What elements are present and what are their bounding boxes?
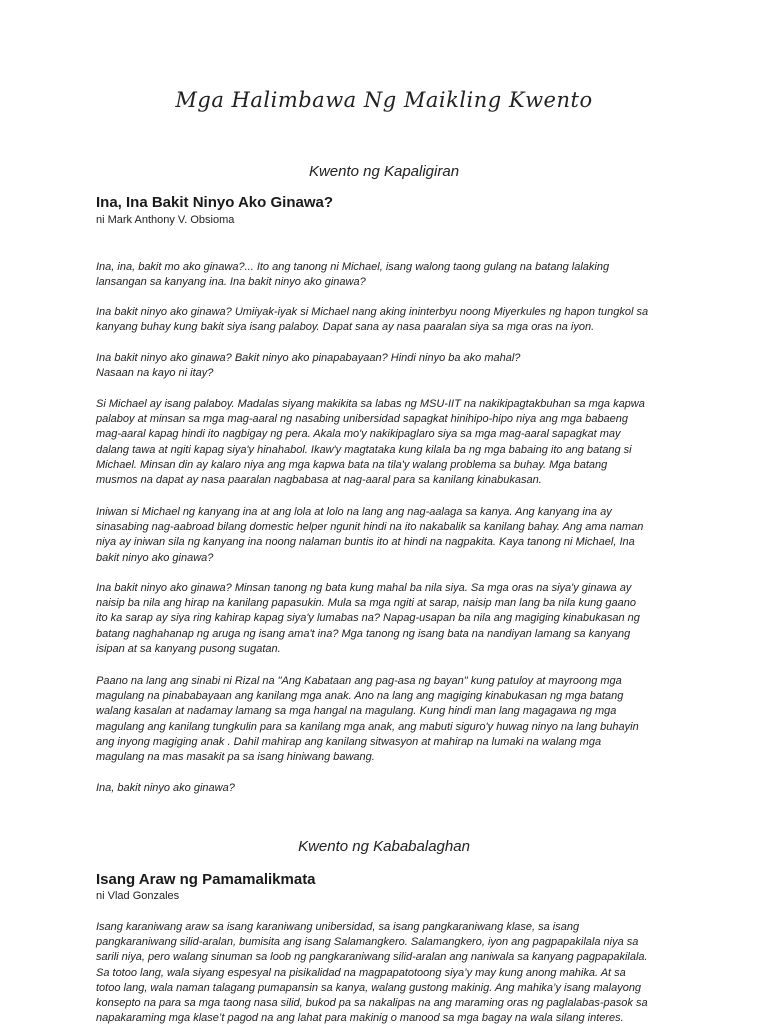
document-title: Mga Halimbawa Ng Maikling Kwento bbox=[175, 88, 593, 112]
story-paragraph: Ina, bakit ninyo ako ginawa? bbox=[96, 782, 235, 794]
story-paragraph: Ina, ina, bakit mo ako ginawa?... Ito ang tanong ni Michael, isang walong taong gulang na batang lalaking lansangan sa kanyang ina. Ina bakit ninyo ako ginawa? bbox=[96, 261, 610, 289]
section-heading-kapaligiran: Kwento ng Kapaligiran bbox=[308, 163, 460, 180]
story-paragraph: Paano na lang ang sinabi ni Rizal na "Ang Kabataan ang pag-asa ng bayan" kung patuloy at mayroong mga magulang na pinababayaan ang kanilang mga anak. Ano na lang ang magiging kinabukasan ng mga batang walang kasalan at nadamay lamang sa mga hangal na magulang. Kung hindi man lang magagawa ng mga magulang ang kanilang tungkulin para sa kanilang mga anak, ang mabuti siguro'y huwag ninyo na lang buhayin ang inyong magiging anak . Dahil mahirap ang kanilang sitwasyon at mahirap na lumaki na walang mga magulang na mas masakit pa sa isang hiniwang bawang. bbox=[96, 675, 639, 764]
story-paragraph: Si Michael ay isang palaboy. Madalas siyang makikita sa labas ng MSU-IIT na nakikipagtakbuhan sa mga kapwa palaboy at minsan sa mga mag-aaral ng nasabing unibersidad sapagkat hinihipo-hipo niya ang mga babaeng mag-aaral kapag hindi ito nagbigay ng pera. Akala mo'y nakikipaglaro siya sa mga mag-aaral sapagkat may dalang tawa at ngiti kapag siya'y hinahabol. Ikaw'y magtataka kung kilala ba ng mga babaing ito ang batang si Michael. Minsan din ay kalaro niya ang mga kapwa bata na tila'y walang problema sa buhay. Mga batang musmos na dapat ay nasa paaralan nagbabasa at nag-aaral para sa kanilang kinabukasan. bbox=[96, 398, 645, 487]
story-paragraph: Ina bakit ninyo ako ginawa? Minsan tanong ng bata kung mahal ba nila siya. Sa mga oras na siya'y ginawa ay naisip ba nila ang hirap na kanilang papasukin. Mula sa mga ngiti at sarap, naisip man lang ba nila kung gaano ito ka sarap ay siya ring kahirap kapag siya'y lumabas na? Napag-usapan ba nila ang magiging kinabukasan ng batang naghahanap ng aruga ng isang ama't ina? Mga tanong ng isang bata na nandiyan lamang sa kanyang isipan at sa kanyang pusong sugatan. bbox=[96, 582, 640, 655]
story-title: Ina, Ina Bakit Ninyo Ako Ginawa? bbox=[96, 194, 333, 211]
story-paragraph: Isang karaniwang araw sa isang karaniwang unibersidad, sa isang pangkaraniwang klase, sa isang pangkaraniwang silid-aralan, bumisita ang isang Salamangkero. Salamangkero, iyon ang pagpapakilala niya sa sarili niya, pero walang sinuman sa loob ng pangkaraniwang silid-aralan ang naniwala sa kanyang pagpapakilala. Sa totoo lang, wala siyang espesyal na pisikalidad na magpapatotoong siya’y may kung anong mahika. At sa totoo lang, wala naman talagang pumapansin sa kanya, walang gustong makinig. Ang mahika’y isang malayong konsepto na para sa mga taong nasa silid, bukod pa sa nakalipas na ang maraming oras ng paglalabas-pasok sa napakaraming mga klase’t pagod na ang lahat para makinig o manood sa mga bagay na wala silang interes. bbox=[96, 921, 648, 1025]
story-paragraph: Ina bakit ninyo ako ginawa? Bakit ninyo ako pinapabayaan? Hindi ninyo ba ako mahal? Nasaan na kayo ni itay? bbox=[96, 352, 521, 380]
story-byline: ni Vlad Gonzales bbox=[96, 890, 180, 902]
story-paragraph: Iniwan si Michael ng kanyang ina at ang lola at lolo na lang ang nag-aalaga sa kanya. Ang kanyang ina ay sinasabing nag-aabroad bilang domestic helper ngunit hindi na ito nakabalik sa kanilang bahay. Ang ama naman niya ay iniwan sila ng kanyang ina noong nalaman buntis ito at hindi na nagpakita. Kaya tanong ni Michael, Ina bakit ninyo ako ginawa? bbox=[96, 506, 644, 564]
story-title: Isang Araw ng Pamamalikmata bbox=[96, 871, 316, 888]
story-byline: ni Mark Anthony V. Obsioma bbox=[96, 214, 235, 226]
story-paragraph: Ina bakit ninyo ako ginawa? Umiiyak-iyak si Michael nang aking ininterbyu noong Miyerkules ng hapon tungkol sa kanyang buhay kung bakit siya isang palaboy. Dapat sana ay nasa paaralan siya sa mga oras na iyon. bbox=[96, 306, 649, 334]
section-heading-kababalaghan: Kwento ng Kababalaghan bbox=[298, 838, 470, 855]
